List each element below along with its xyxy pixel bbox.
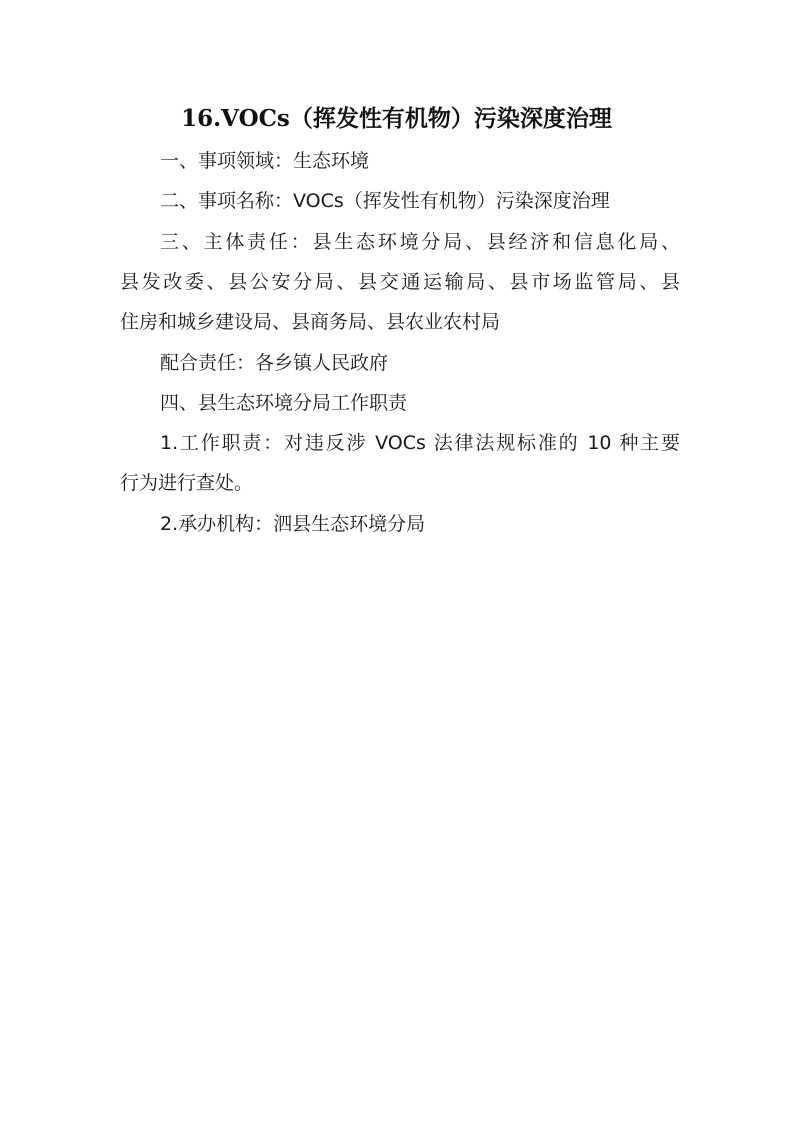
- cooperating-responsibility-line: 配合责任：各乡镇人民政府: [160, 352, 389, 374]
- document-title: 16.VOCs（挥发性有机物）污染深度治理: [181, 105, 612, 132]
- item-name-line: 二、事项名称：VOCs（挥发性有机物）污染深度治理: [160, 190, 610, 212]
- section-four-heading: 四、县生态环境分局工作职责: [160, 392, 408, 414]
- main-responsibility-line-3: 住房和城乡建设局、县商务局、县农业农村局: [120, 311, 501, 333]
- main-responsibility-line-2: 县发改委、县公安分局、县交通运输局、县市场监管局、县: [120, 271, 680, 293]
- duties-line-2: 行为进行查处。: [120, 472, 254, 494]
- duties-line-1: 1.工作职责：对违反涉 VOCs 法律法规标准的 10 种主要: [160, 432, 680, 454]
- item-field-line: 一、事项领域：生态环境: [160, 150, 370, 172]
- undertaking-agency-line: 2.承办机构：泗县生态环境分局: [160, 513, 426, 535]
- main-responsibility-line-1: 三、主体责任：县生态环境分局、县经济和信息化局、: [160, 231, 680, 253]
